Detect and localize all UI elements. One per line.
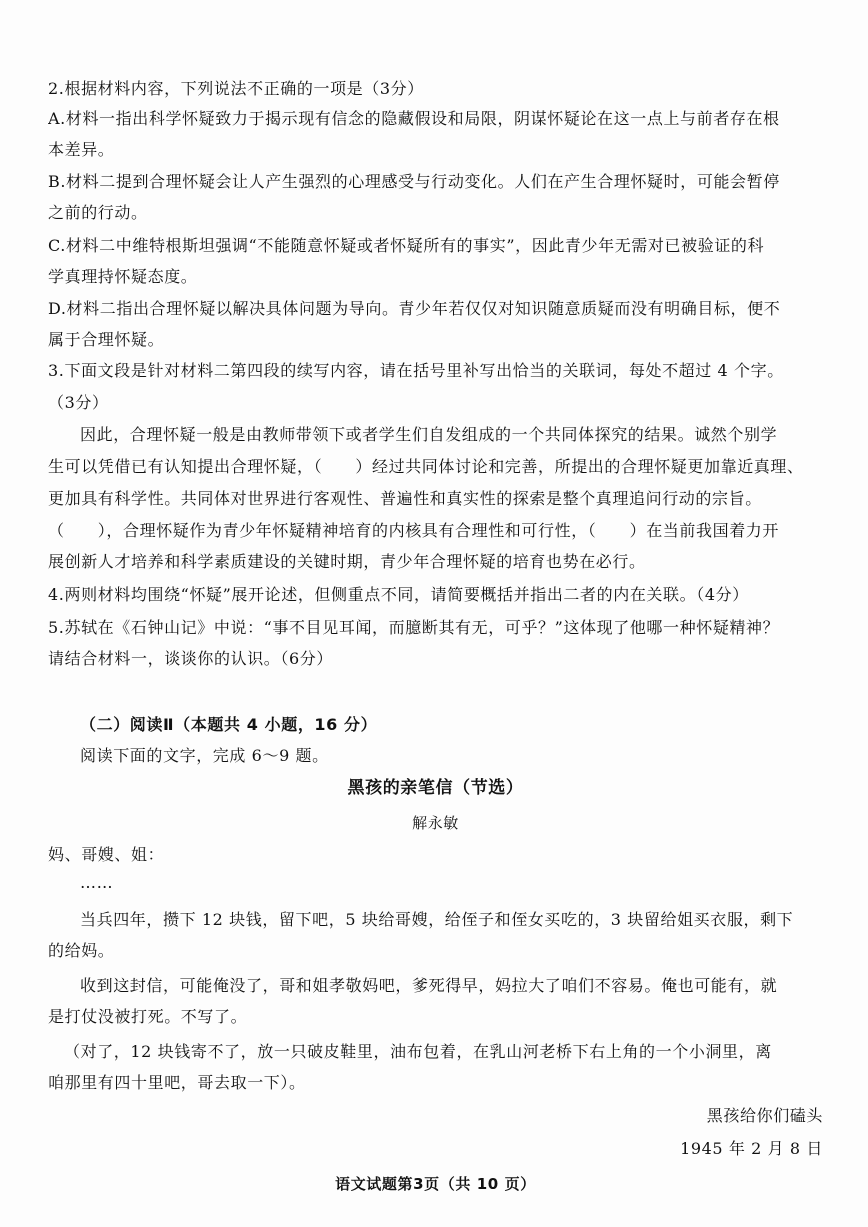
q3-passage-line-3: 更加具有科学性。共同体对世界进行客观性、普遍性和真实性的探索是整个真理追问行动的宗旨。 (48, 489, 762, 508)
reading-instruction: 阅读下面的文字，完成 6～9 题。 (80, 746, 329, 765)
q3-passage-line-4: （ ），合理怀疑作为青少年怀疑精神培育的内核具有合理性和可行性，（ ）在当前我国着力开 (48, 521, 780, 540)
letter-paragraph-2-cont: 是打仗没被打死。不写了。 (48, 1007, 248, 1026)
q2-stem: 2.根据材料内容，下列说法不正确的一项是（3分） (48, 79, 424, 98)
q5-stem: 5.苏轼在《石钟山记》中说：“事不目见耳闻，而臆断其有无，可乎？”这体现了他哪一种怀疑精神？ (48, 618, 780, 637)
q3-stem: 3.下面文段是针对材料二第四段的续写内容，请在括号里补写出恰当的关联词，每处不超过 4 个字。 (48, 361, 784, 380)
q3-passage-line-2: 生可以凭借已有认知提出合理怀疑，（ ）经过共同体讨论和完善，所提出的合理怀疑更加靠近真理、 (48, 457, 804, 476)
q2-option-b: B.材料二提到合理怀疑会让人产生强烈的心理感受与行动变化。人们在产生合理怀疑时，可能会暂停 (48, 172, 780, 191)
passage-author: 解永敏 (412, 814, 459, 832)
q2-option-c: C.材料二中维特根斯坦强调“不能随意怀疑或者怀疑所有的事实”，因此青少年无需对已被验证的科 (48, 236, 765, 255)
letter-paragraph-2: 收到这封信，可能俺没了，哥和姐孝敬妈吧，爹死得早，妈拉大了咱们不容易。俺也可能有，就 (80, 976, 778, 995)
q3-passage-line-5: 展创新人才培养和科学素质建设的关键时期，青少年合理怀疑的培育也势在必行。 (48, 552, 646, 571)
letter-signature: 黑孩给你们磕头 (706, 1106, 823, 1125)
passage-title: 黑孩的亲笔信（节选） (347, 778, 524, 798)
letter-date: 1945 年 2 月 8 日 (680, 1139, 823, 1158)
letter-ellipsis: …… (80, 873, 114, 892)
q2-option-d-cont: 属于合理怀疑。 (48, 330, 165, 349)
q2-option-c-cont: 学真理持怀疑态度。 (48, 267, 198, 286)
page-footer: 语文试题第3页（共 10 页） (335, 1175, 536, 1193)
letter-paragraph-3-cont: 咱那里有四十里吧，哥去取一下）。 (48, 1073, 306, 1092)
q2-option-b-cont: 之前的行动。 (48, 203, 148, 222)
section-heading: （二）阅读Ⅱ（本题共 4 小题，16 分） (80, 715, 378, 734)
letter-paragraph-3: （对了，12 块钱寄不了，放一只破皮鞋里，油布包着，在乳山河老桥下右上角的一个小洞里，离 (64, 1042, 772, 1061)
q2-option-a: A.材料一指出科学怀疑致力于揭示现有信念的隐藏假设和局限，阴谋怀疑论在这一点上与前者存在根 (48, 109, 780, 128)
q2-option-a-cont: 本差异。 (48, 140, 115, 159)
q2-option-d: D.材料二指出合理怀疑以解决具体问题为导向。青少年若仅仅对知识随意质疑而没有明确目标，便不 (48, 299, 781, 318)
letter-paragraph-1-cont: 的给妈。 (48, 941, 115, 960)
q3-stem-score: （3分） (48, 393, 109, 412)
q3-passage-line-1: 因此，合理怀疑一般是由教师带领下或者学生们自发组成的一个共同体探究的结果。诚然个别学 (80, 425, 778, 444)
letter-paragraph-1: 当兵四年，攒下 12 块钱，留下吧，5 块给哥嫂，给侄子和侄女买吃的，3 块留给姐买衣服，剩下 (80, 910, 794, 929)
q5-stem-cont: 请结合材料一，谈谈你的认识。（6分） (48, 649, 333, 668)
q4-stem: 4.两则材料均围绕“怀疑”展开论述，但侧重点不同，请简要概括并指出二者的内在关联。（4分） (48, 585, 749, 604)
letter-salutation: 妈、哥嫂、姐： (48, 845, 165, 864)
